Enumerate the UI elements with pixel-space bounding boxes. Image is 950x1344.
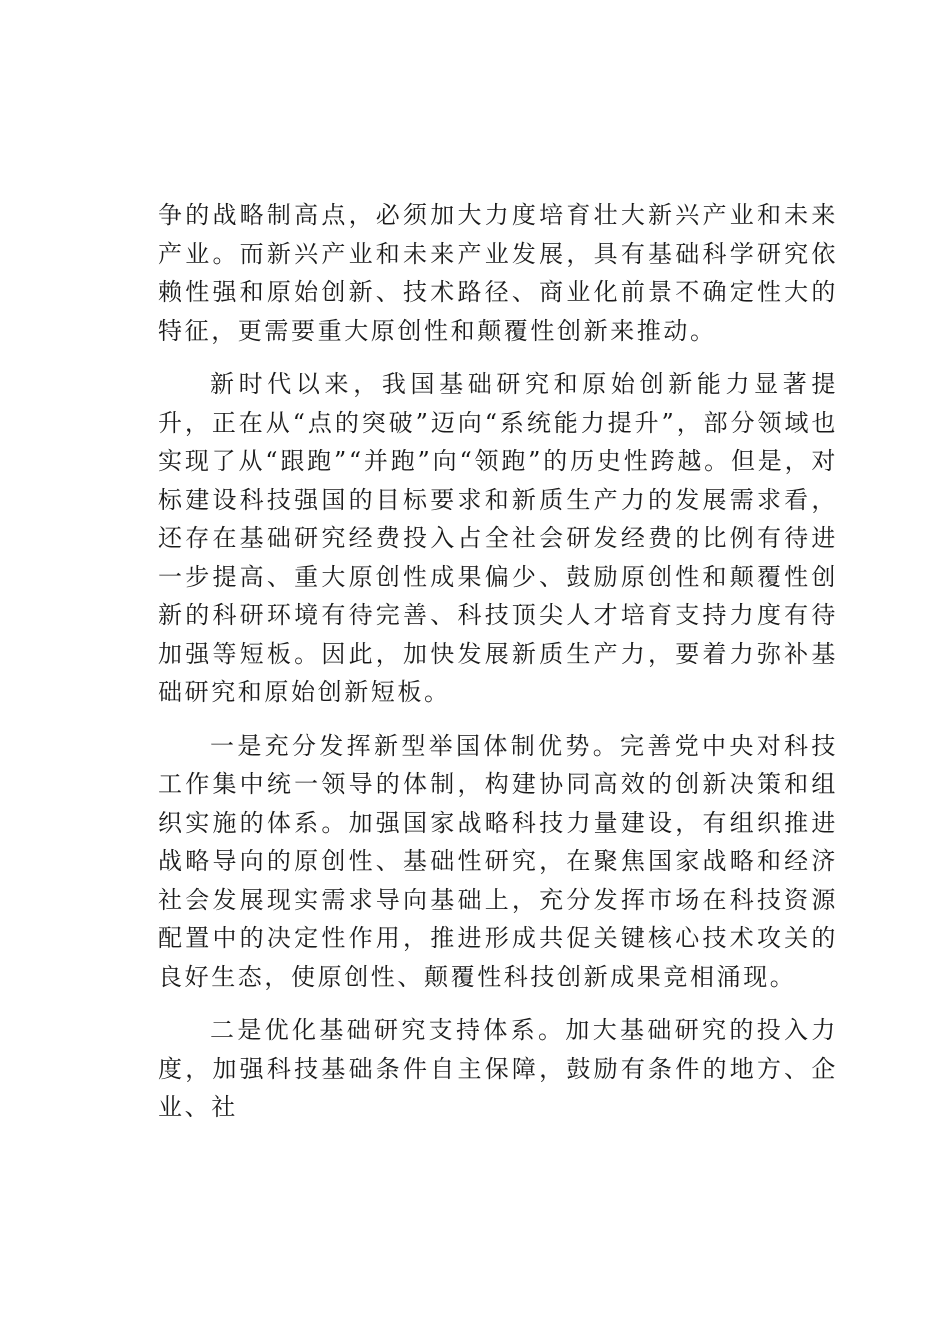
paragraph-2: 新时代以来，我国基础研究和原始创新能力显著提升，正在从“点的突破”迈向“系统能力提升”，部分领域也实现了从“跟跑”“并跑”向“领跑”的历史性跨越。但是，对标建设科技强国的目标要求和新质生产力的发展需求看，还存在基础研究经费投入占全社会研发经费的比例有待进一步提高、重大原创性成果偏少、鼓励原创性和颠覆性创新的科研环境有待完善、科技顶尖人才培育支持力度有待加强等短板。因此，加快发展新质生产力，要着力弥补基础研究和原始创新短板。: [158, 370, 838, 706]
document-body: [158, 196, 838, 1142]
paragraph-1: 争的战略制高点，必须加大力度培育壮大新兴产业和未来产业。而新兴产业和未来产业发展，具有基础科学研究依赖性强和原始创新、技术路径、商业化前景不确定性大的特征，更需要重大原创性和颠覆性创新来推动。: [158, 201, 838, 345]
paragraph-3: 一是充分发挥新型举国体制优势。完善党中央对科技工作集中统一领导的体制，构建协同高效的创新决策和组织实施的体系。加强国家战略科技力量建设，有组织推进战略导向的原创性、基础性研究，在聚焦国家战略和经济社会发展现实需求导向基础上，充分发挥市场在科技资源配置中的决定性作用，推进形成共促关键核心技术攻关的良好生态，使原创性、颠覆性科技创新成果竞相涌现。: [158, 731, 838, 991]
paragraph-4: 二是优化基础研究支持体系。加大基础研究的投入力度，加强科技基础条件自主保障，鼓励有条件的地方、企业、社: [158, 1016, 838, 1121]
